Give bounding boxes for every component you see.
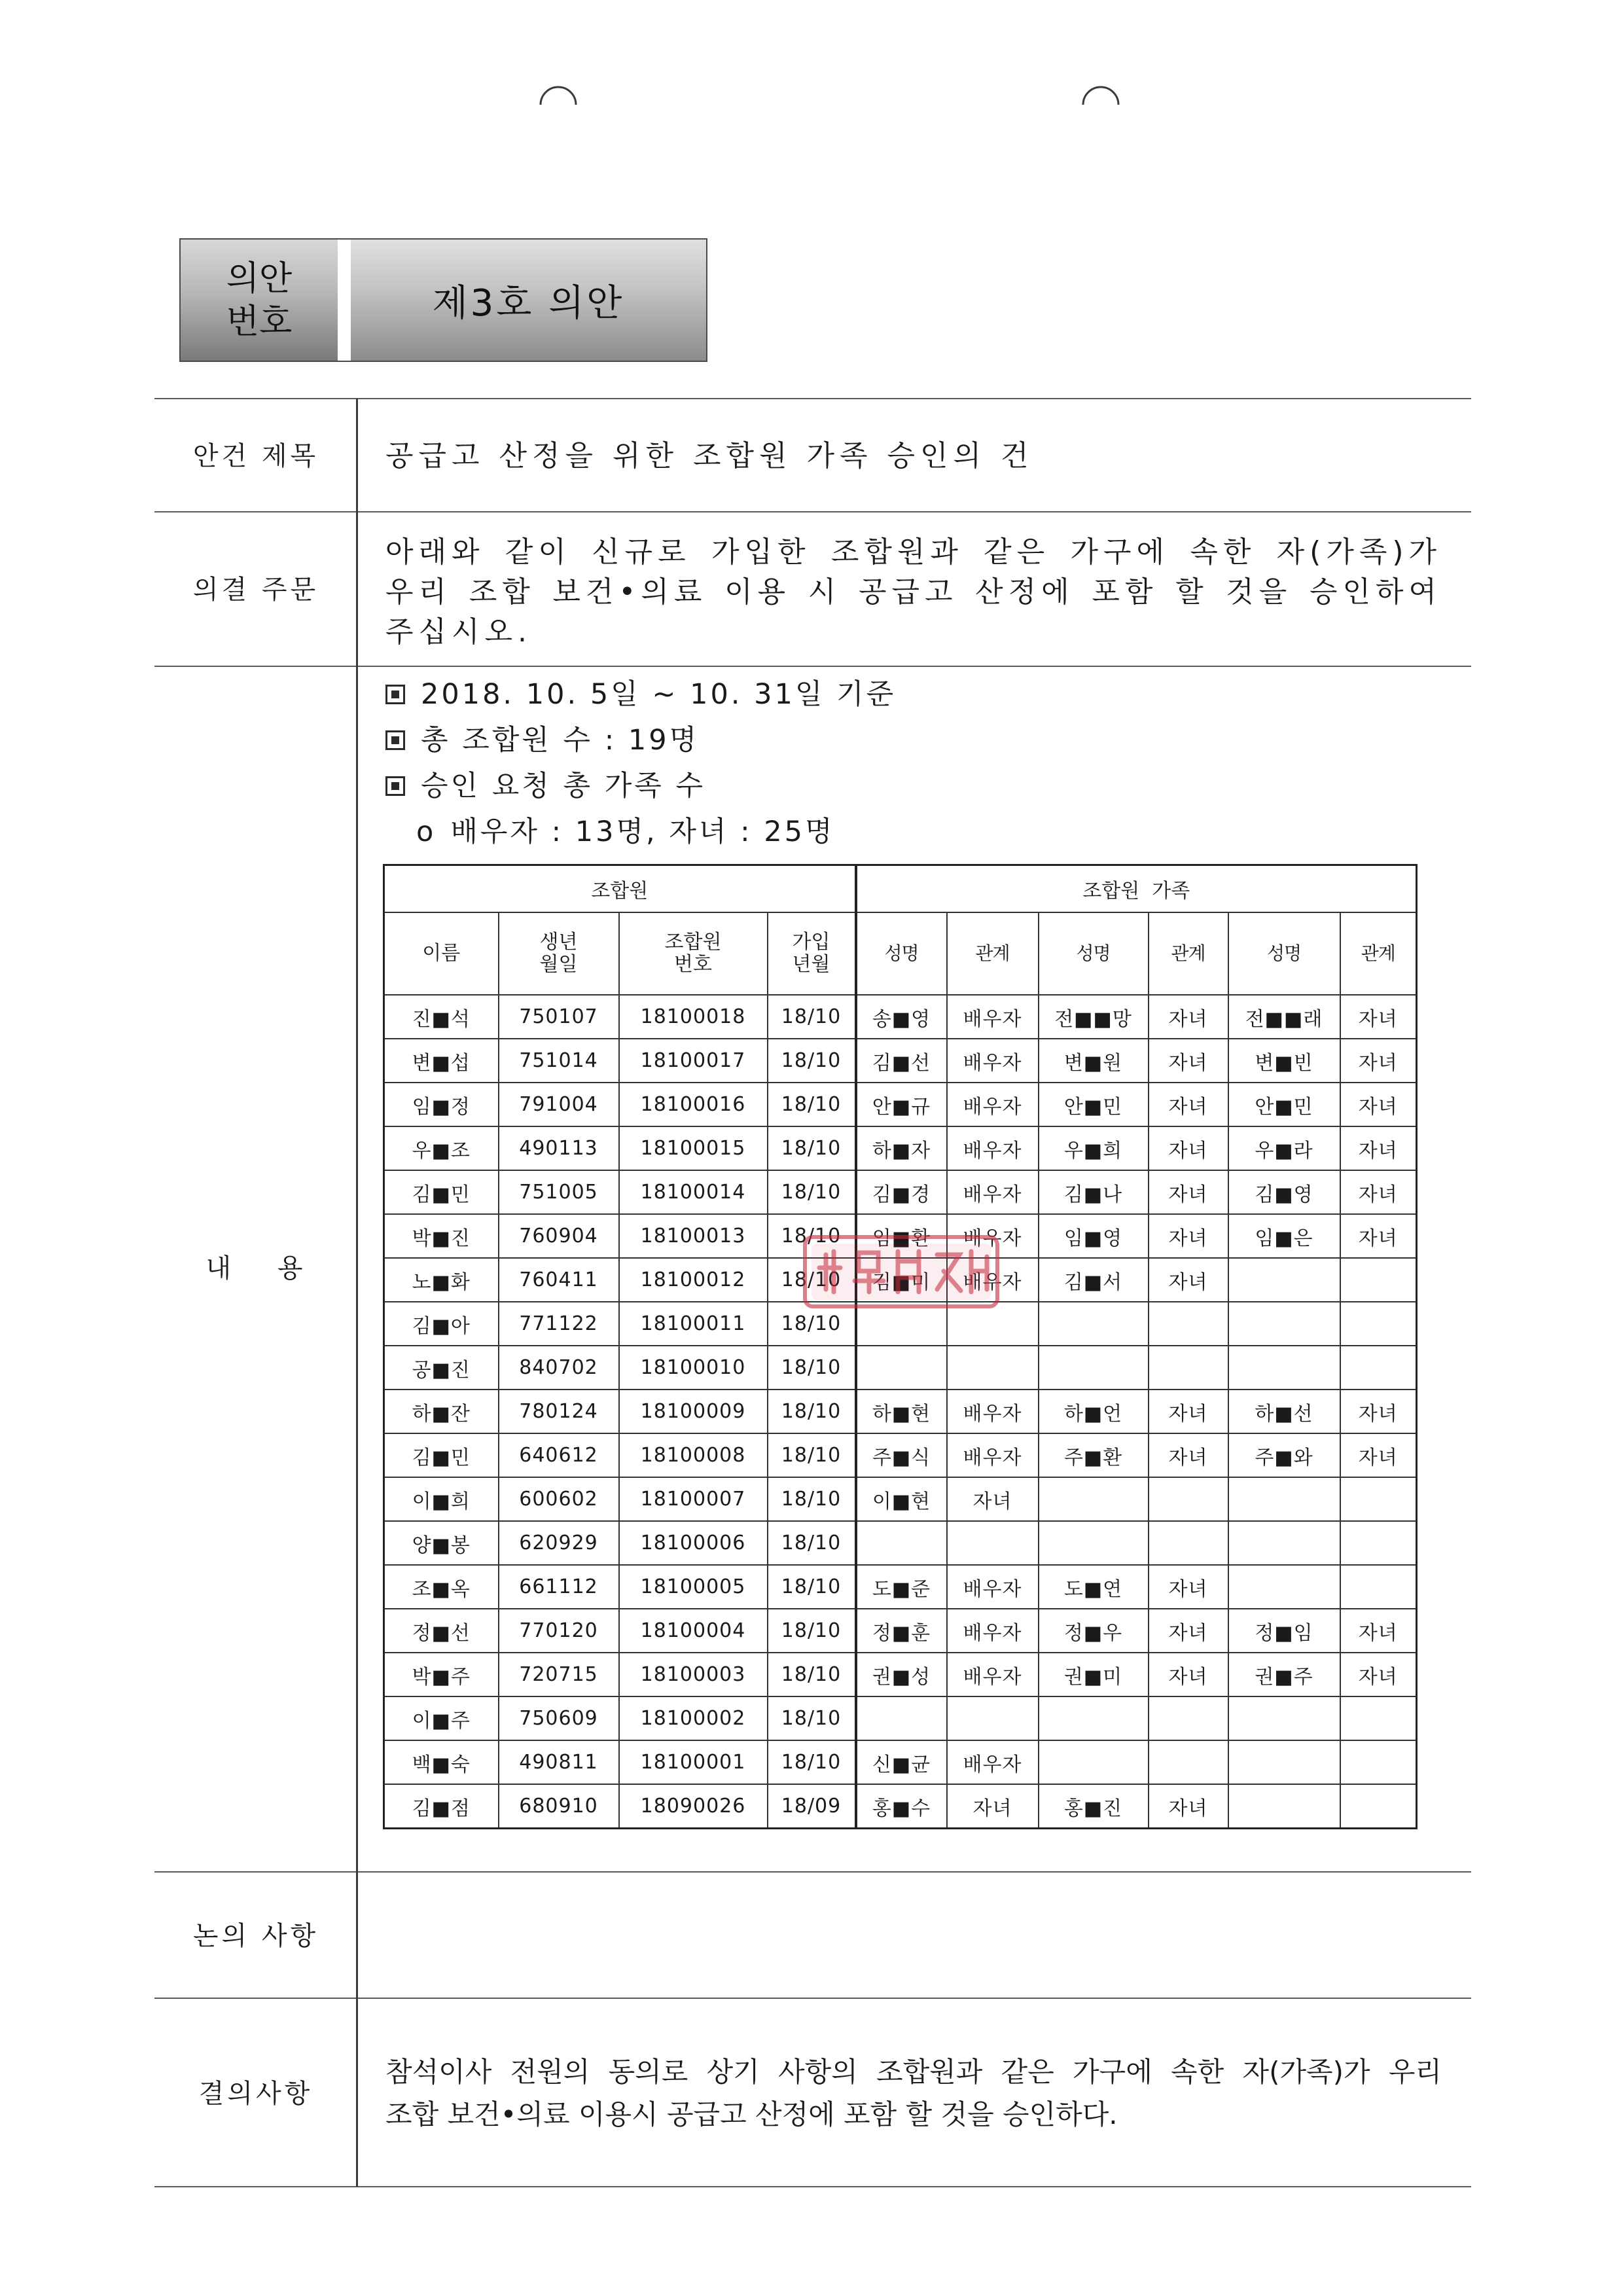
square-bullet-icon xyxy=(385,685,405,704)
decision-line: 조합 보건•의료 이용시 공급고 산정에 포함 할 것을 승인하다. xyxy=(385,2098,1118,2130)
member-number-cell: 18100017 xyxy=(619,1039,768,1083)
family-name-cell xyxy=(1228,1696,1340,1740)
join-month-cell: 18/10 xyxy=(768,995,856,1039)
family-name-cell xyxy=(1039,1477,1149,1521)
content-summary xyxy=(385,672,1442,855)
member-number-cell: 18100010 xyxy=(619,1346,768,1390)
relation-cell: 배우자 xyxy=(947,1390,1039,1433)
family-name-cell: 정■훈 xyxy=(856,1609,947,1653)
join-month-cell: 18/10 xyxy=(768,1477,856,1521)
family-name-cell xyxy=(1039,1346,1149,1390)
column-header-family-name: 성명 xyxy=(856,912,947,995)
relation-cell: 배우자 xyxy=(947,995,1039,1039)
family-name-cell: 홍■수 xyxy=(856,1784,947,1829)
birth-date-cell: 791004 xyxy=(499,1083,619,1126)
relation-cell xyxy=(1149,1346,1228,1390)
relation-cell: 자녀 xyxy=(1340,1083,1417,1126)
relation-cell: 자녀 xyxy=(1149,1258,1228,1302)
join-month-cell: 18/10 xyxy=(768,1740,856,1784)
summary-item xyxy=(385,717,1442,763)
family-name-cell: 전■■망 xyxy=(1039,995,1149,1039)
member-name-cell: 김■민 xyxy=(384,1170,499,1214)
family-name-cell: 권■미 xyxy=(1039,1653,1149,1696)
sub-item-text: 배우자 : 13명, 자녀 : 25명 xyxy=(450,816,835,848)
family-name-cell: 신■균 xyxy=(856,1740,947,1784)
family-name-cell: 도■연 xyxy=(1039,1565,1149,1609)
resolution-order-line: 주십시오. xyxy=(385,615,533,649)
member-number-cell: 18100018 xyxy=(619,995,768,1039)
table-row xyxy=(384,1653,1417,1696)
table-row xyxy=(384,1784,1417,1829)
join-month-cell: 18/10 xyxy=(768,1126,856,1170)
table-row xyxy=(384,1521,1417,1565)
relation-cell: 자녀 xyxy=(1149,1390,1228,1433)
square-bullet-icon xyxy=(385,776,405,796)
column-header-birth-date: 생년 월일 xyxy=(499,912,619,995)
relation-cell xyxy=(1340,1565,1417,1609)
member-number-cell: 18100015 xyxy=(619,1126,768,1170)
relation-cell: 자녀 xyxy=(1149,995,1228,1039)
family-name-cell: 김■미 xyxy=(856,1258,947,1302)
join-month-cell: 18/10 xyxy=(768,1258,856,1302)
member-name-cell: 백■숙 xyxy=(384,1740,499,1784)
member-name-cell: 노■화 xyxy=(384,1258,499,1302)
birth-date-cell: 751005 xyxy=(499,1170,619,1214)
seal-stamp xyxy=(800,1232,1003,1312)
relation-cell: 배우자 xyxy=(947,1126,1039,1170)
member-name-cell: 공■진 xyxy=(384,1346,499,1390)
relation-cell xyxy=(1340,1258,1417,1302)
divider-line xyxy=(154,666,1471,667)
family-name-cell xyxy=(1228,1565,1340,1609)
table-row xyxy=(384,1346,1417,1390)
family-name-cell: 우■희 xyxy=(1039,1126,1149,1170)
family-name-cell xyxy=(1228,1521,1340,1565)
family-name-cell: 변■빈 xyxy=(1228,1039,1340,1083)
relation-cell xyxy=(947,1346,1039,1390)
join-month-cell: 18/10 xyxy=(768,1696,856,1740)
column-header-name: 이름 xyxy=(384,912,499,995)
relation-cell: 자녀 xyxy=(1149,1653,1228,1696)
punch-hole-mark xyxy=(1080,80,1121,106)
relation-cell: 자녀 xyxy=(1149,1609,1228,1653)
family-name-cell: 김■영 xyxy=(1228,1170,1340,1214)
relation-cell xyxy=(1149,1302,1228,1346)
birth-date-cell: 760411 xyxy=(499,1258,619,1302)
birth-date-cell: 661112 xyxy=(499,1565,619,1609)
member-number-cell: 18100002 xyxy=(619,1696,768,1740)
column-header-relation: 관계 xyxy=(947,912,1039,995)
relation-cell: 자녀 xyxy=(1340,1653,1417,1696)
relation-cell: 자녀 xyxy=(947,1784,1039,1829)
member-number-cell: 18100006 xyxy=(619,1521,768,1565)
join-month-cell: 18/09 xyxy=(768,1784,856,1829)
member-name-cell: 김■점 xyxy=(384,1784,499,1829)
family-name-cell xyxy=(1039,1696,1149,1740)
family-name-cell: 우■라 xyxy=(1228,1126,1340,1170)
resolution-order-label: 의결 주문 xyxy=(192,575,319,605)
family-name-cell: 김■나 xyxy=(1039,1170,1149,1214)
family-name-cell: 안■민 xyxy=(1039,1083,1149,1126)
relation-cell xyxy=(947,1521,1039,1565)
bill-number-box xyxy=(179,238,707,362)
member-name-cell: 변■섭 xyxy=(384,1039,499,1083)
relation-cell: 자녀 xyxy=(1340,1390,1417,1433)
family-name-cell xyxy=(1228,1740,1340,1784)
relation-cell: 배우자 xyxy=(947,1039,1039,1083)
family-name-cell xyxy=(1228,1784,1340,1829)
member-name-cell: 박■주 xyxy=(384,1653,499,1696)
birth-date-cell: 680910 xyxy=(499,1784,619,1829)
member-family-table xyxy=(383,864,1418,1829)
family-name-cell: 홍■진 xyxy=(1039,1784,1149,1829)
family-name-cell: 전■■래 xyxy=(1228,995,1340,1039)
family-name-cell: 임■영 xyxy=(1039,1214,1149,1258)
column-header-relation: 관계 xyxy=(1340,912,1417,995)
relation-cell: 배우자 xyxy=(947,1433,1039,1477)
member-number-cell: 18100004 xyxy=(619,1609,768,1653)
summary-item-text: 승인 요청 총 가족 수 xyxy=(421,770,705,802)
resolution-order-line: 아래와 같이 신규로 가입한 조합원과 같은 가구에 속한 자(가족)가 xyxy=(385,535,1442,569)
divider-line xyxy=(154,1871,1471,1873)
table-column-header-row xyxy=(384,912,1417,995)
table-row xyxy=(384,1126,1417,1170)
family-name-cell: 하■현 xyxy=(856,1390,947,1433)
relation-cell xyxy=(1149,1477,1228,1521)
family-name-cell xyxy=(1228,1477,1340,1521)
label-column-divider xyxy=(356,399,358,2187)
table-row xyxy=(384,1740,1417,1784)
bill-number: 제3호 의안 xyxy=(351,240,706,361)
relation-cell: 자녀 xyxy=(1149,1565,1228,1609)
agenda-title: 공급고 산정을 위한 조합원 가족 승인의 건 xyxy=(385,439,1034,473)
member-name-cell: 진■석 xyxy=(384,995,499,1039)
relation-cell: 자녀 xyxy=(1149,1039,1228,1083)
family-name-cell: 변■원 xyxy=(1039,1039,1149,1083)
divider-line xyxy=(154,398,1471,399)
member-name-cell: 임■정 xyxy=(384,1083,499,1126)
family-name-cell: 주■와 xyxy=(1228,1433,1340,1477)
square-bullet-icon xyxy=(385,730,405,750)
relation-cell xyxy=(1340,1784,1417,1829)
birth-date-cell: 770120 xyxy=(499,1609,619,1653)
member-name-cell: 김■민 xyxy=(384,1433,499,1477)
member-name-cell: 이■주 xyxy=(384,1696,499,1740)
sub-item-marker: o xyxy=(416,816,437,848)
birth-date-cell: 771122 xyxy=(499,1302,619,1346)
bill-label-line2: 번호 xyxy=(226,302,293,342)
relation-cell xyxy=(1340,1521,1417,1565)
family-name-cell: 김■선 xyxy=(856,1039,947,1083)
relation-cell: 자녀 xyxy=(1340,1039,1417,1083)
family-name-cell xyxy=(856,1346,947,1390)
relation-cell: 자녀 xyxy=(1340,1170,1417,1214)
birth-date-cell: 780124 xyxy=(499,1390,619,1433)
member-name-cell: 이■희 xyxy=(384,1477,499,1521)
family-name-cell: 주■환 xyxy=(1039,1433,1149,1477)
relation-cell: 자녀 xyxy=(1340,1126,1417,1170)
relation-cell: 배우자 xyxy=(947,1565,1039,1609)
relation-cell xyxy=(1340,1696,1417,1740)
birth-date-cell: 620929 xyxy=(499,1521,619,1565)
content-label: 내 용 xyxy=(205,1253,306,1283)
family-name-cell: 이■현 xyxy=(856,1477,947,1521)
relation-cell: 배우자 xyxy=(947,1214,1039,1258)
table-group-header-row xyxy=(384,865,1417,913)
birth-date-cell: 600602 xyxy=(499,1477,619,1521)
relation-cell xyxy=(1149,1521,1228,1565)
table-row xyxy=(384,1083,1417,1126)
family-name-cell: 권■주 xyxy=(1228,1653,1340,1696)
member-name-cell: 김■아 xyxy=(384,1302,499,1346)
family-name-cell: 하■언 xyxy=(1039,1390,1149,1433)
summary-item-text: 총 조합원 수 : 19명 xyxy=(421,724,700,757)
relation-cell xyxy=(1340,1740,1417,1784)
summary-item-text: 2018. 10. 5일 ~ 10. 31일 기준 xyxy=(421,678,897,711)
table-row xyxy=(384,1039,1417,1083)
decision-text xyxy=(385,2051,1442,2136)
relation-cell xyxy=(1340,1302,1417,1346)
member-name-cell: 우■조 xyxy=(384,1126,499,1170)
family-name-cell xyxy=(1228,1258,1340,1302)
column-header-member-number: 조합원 번호 xyxy=(619,912,768,995)
table-row xyxy=(384,1433,1417,1477)
member-number-cell: 18100008 xyxy=(619,1433,768,1477)
member-number-cell: 18100012 xyxy=(619,1258,768,1302)
join-month-cell: 18/10 xyxy=(768,1302,856,1346)
family-name-cell: 하■선 xyxy=(1228,1390,1340,1433)
birth-date-cell: 640612 xyxy=(499,1433,619,1477)
bill-number-label xyxy=(181,240,338,361)
relation-cell: 자녀 xyxy=(1149,1126,1228,1170)
join-month-cell: 18/10 xyxy=(768,1521,856,1565)
relation-cell: 자녀 xyxy=(1149,1433,1228,1477)
relation-cell: 자녀 xyxy=(1340,1214,1417,1258)
birth-date-cell: 750107 xyxy=(499,995,619,1039)
relation-cell: 자녀 xyxy=(1149,1214,1228,1258)
member-name-cell: 조■옥 xyxy=(384,1565,499,1609)
member-number-cell: 18100007 xyxy=(619,1477,768,1521)
relation-cell xyxy=(1149,1696,1228,1740)
column-header-family-name: 성명 xyxy=(1228,912,1340,995)
family-name-cell: 임■환 xyxy=(856,1214,947,1258)
family-name-cell: 안■규 xyxy=(856,1083,947,1126)
birth-date-cell: 840702 xyxy=(499,1346,619,1390)
family-name-cell: 안■민 xyxy=(1228,1083,1340,1126)
relation-cell: 자녀 xyxy=(1149,1170,1228,1214)
table-row xyxy=(384,1565,1417,1609)
join-month-cell: 18/10 xyxy=(768,1083,856,1126)
join-month-cell: 18/10 xyxy=(768,1390,856,1433)
birth-date-cell: 750609 xyxy=(499,1696,619,1740)
birth-date-cell: 490113 xyxy=(499,1126,619,1170)
family-name-cell xyxy=(856,1521,947,1565)
family-name-cell: 정■우 xyxy=(1039,1609,1149,1653)
relation-cell: 배우자 xyxy=(947,1258,1039,1302)
family-name-cell: 정■임 xyxy=(1228,1609,1340,1653)
relation-cell: 배우자 xyxy=(947,1083,1039,1126)
decision-label: 결의사항 xyxy=(198,2079,313,2109)
resolution-order-line: 우리 조합 보건•의료 이용 시 공급고 산정에 포함 할 것을 승인하여 xyxy=(385,575,1442,609)
group-header-family: 조합원 가족 xyxy=(856,865,1417,913)
summary-item xyxy=(385,763,1442,809)
family-name-cell: 김■경 xyxy=(856,1170,947,1214)
summary-item xyxy=(385,672,1442,717)
member-number-cell: 18100005 xyxy=(619,1565,768,1609)
relation-cell: 배우자 xyxy=(947,1609,1039,1653)
group-header-members: 조합원 xyxy=(384,865,856,913)
member-number-cell: 18100011 xyxy=(619,1302,768,1346)
member-number-cell: 18100003 xyxy=(619,1653,768,1696)
family-name-cell xyxy=(1039,1521,1149,1565)
relation-cell xyxy=(1340,1346,1417,1390)
relation-cell: 자녀 xyxy=(1149,1083,1228,1126)
family-name-cell: 임■은 xyxy=(1228,1214,1340,1258)
join-month-cell: 18/10 xyxy=(768,1653,856,1696)
member-number-cell: 18100001 xyxy=(619,1740,768,1784)
family-name-cell xyxy=(1228,1302,1340,1346)
family-name-cell: 송■영 xyxy=(856,995,947,1039)
member-number-cell: 18100013 xyxy=(619,1214,768,1258)
relation-cell: 배우자 xyxy=(947,1653,1039,1696)
relation-cell: 배우자 xyxy=(947,1740,1039,1784)
bill-box-divider xyxy=(338,240,351,361)
table-row xyxy=(384,1477,1417,1521)
join-month-cell: 18/10 xyxy=(768,1565,856,1609)
table-row xyxy=(384,1390,1417,1433)
family-name-cell xyxy=(1039,1302,1149,1346)
birth-date-cell: 720715 xyxy=(499,1653,619,1696)
relation-cell xyxy=(1340,1477,1417,1521)
member-name-cell: 박■진 xyxy=(384,1214,499,1258)
member-number-cell: 18090026 xyxy=(619,1784,768,1829)
join-month-cell: 18/10 xyxy=(768,1346,856,1390)
column-header-join-month: 가입 년월 xyxy=(768,912,856,995)
table-row xyxy=(384,1696,1417,1740)
join-month-cell: 18/10 xyxy=(768,1433,856,1477)
relation-cell: 자녀 xyxy=(1340,1433,1417,1477)
resolution-order-text xyxy=(385,532,1442,652)
family-name-cell: 김■서 xyxy=(1039,1258,1149,1302)
member-number-cell: 18100016 xyxy=(619,1083,768,1126)
divider-line xyxy=(154,1998,1471,1999)
relation-cell: 자녀 xyxy=(1149,1784,1228,1829)
join-month-cell: 18/10 xyxy=(768,1170,856,1214)
table-row xyxy=(384,1609,1417,1653)
family-name-cell: 도■준 xyxy=(856,1565,947,1609)
summary-sub-item xyxy=(385,809,1442,855)
table-row xyxy=(384,1170,1417,1214)
divider-line xyxy=(154,2186,1471,2187)
family-name-cell: 권■성 xyxy=(856,1653,947,1696)
member-name-cell: 양■봉 xyxy=(384,1521,499,1565)
join-month-cell: 18/10 xyxy=(768,1609,856,1653)
birth-date-cell: 490811 xyxy=(499,1740,619,1784)
join-month-cell: 18/10 xyxy=(768,1214,856,1258)
decision-line: 참석이사 전원의 동의로 상기 사항의 조합원과 같은 가구에 속한 자(가족)가 우리 xyxy=(385,2056,1442,2088)
member-number-cell: 18100014 xyxy=(619,1170,768,1214)
birth-date-cell: 760904 xyxy=(499,1214,619,1258)
relation-cell: 자녀 xyxy=(1340,995,1417,1039)
relation-cell: 자녀 xyxy=(1340,1609,1417,1653)
table-body xyxy=(384,995,1417,1829)
family-name-cell xyxy=(1039,1740,1149,1784)
title-label: 안건 제목 xyxy=(192,441,319,471)
member-name-cell: 정■선 xyxy=(384,1609,499,1653)
divider-line xyxy=(154,511,1471,512)
family-name-cell xyxy=(856,1696,947,1740)
join-month-cell: 18/10 xyxy=(768,1039,856,1083)
punch-hole-mark xyxy=(538,80,579,106)
relation-cell: 배우자 xyxy=(947,1170,1039,1214)
member-number-cell: 18100009 xyxy=(619,1390,768,1433)
column-header-relation: 관계 xyxy=(1149,912,1228,995)
family-name-cell xyxy=(1228,1346,1340,1390)
discussion-label: 논의 사항 xyxy=(192,1921,319,1951)
family-name-cell: 주■식 xyxy=(856,1433,947,1477)
column-header-family-name: 성명 xyxy=(1039,912,1149,995)
relation-cell xyxy=(947,1696,1039,1740)
relation-cell xyxy=(1149,1740,1228,1784)
bill-label-line1: 의안 xyxy=(226,259,293,298)
relation-cell: 자녀 xyxy=(947,1477,1039,1521)
table-row xyxy=(384,995,1417,1039)
birth-date-cell: 751014 xyxy=(499,1039,619,1083)
member-name-cell: 하■잔 xyxy=(384,1390,499,1433)
family-name-cell: 하■자 xyxy=(856,1126,947,1170)
